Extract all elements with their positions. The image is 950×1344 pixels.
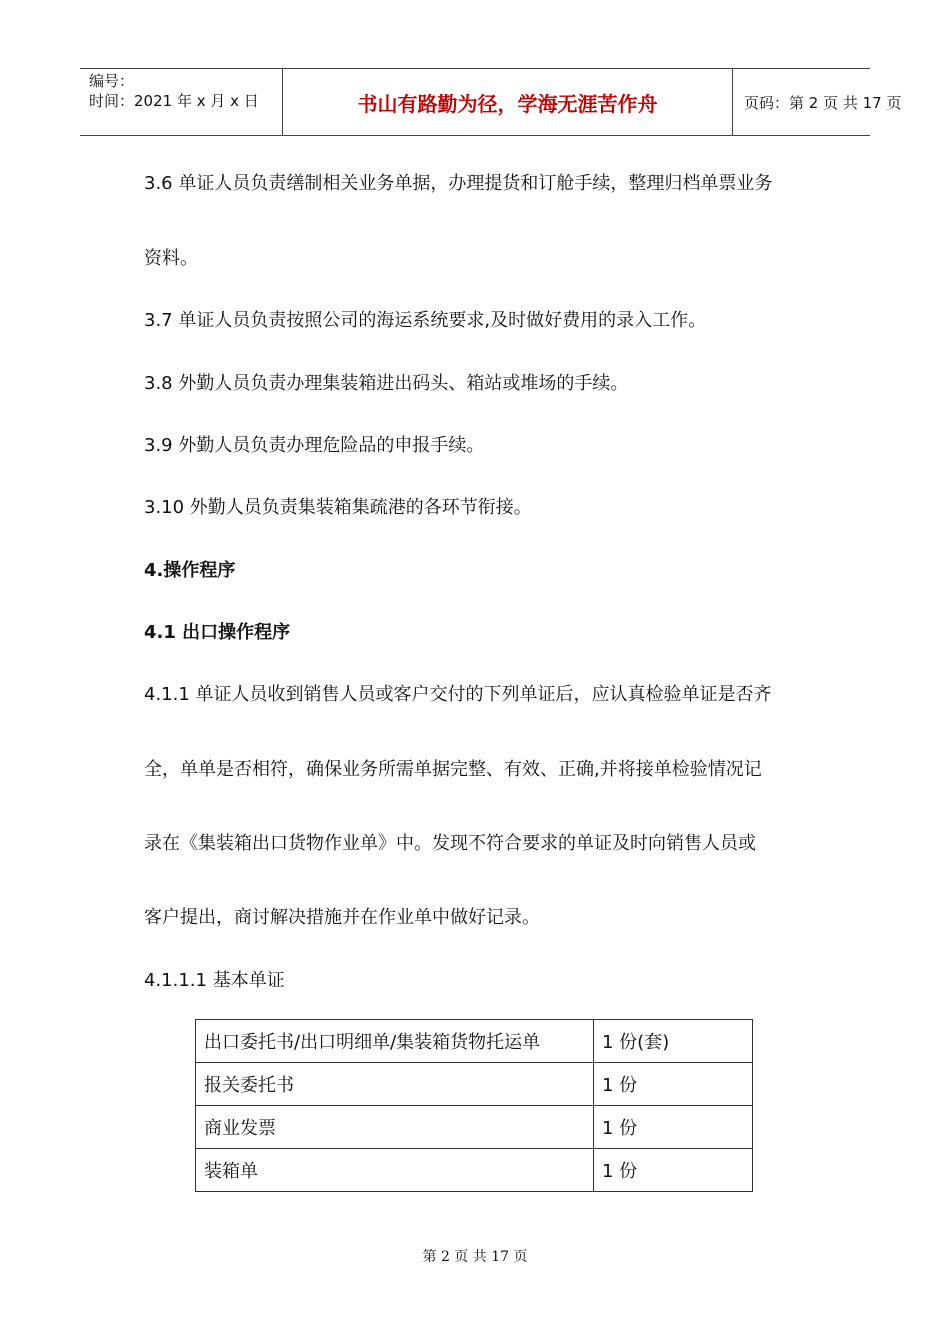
paragraph-3-6-line-2: 资料。 — [144, 248, 198, 269]
paragraph-4-1-1-line-3: 录在《集装箱出口货物作业单》中。发现不符合要求的单证及时向销售人员或 — [144, 833, 756, 854]
paragraph-4-1-1-1: 4.1.1.1 基本单证 — [144, 970, 285, 991]
table-cell-quantity: 1 份 — [594, 1063, 753, 1106]
heading-4: 4.操作程序 — [144, 560, 236, 581]
paragraph-3-8: 3.8 外勤人员负责办理集装箱进出码头、箱站或堆场的手续。 — [144, 373, 629, 394]
time-label: 时间：2021 年 x 月 x 日 — [89, 92, 259, 110]
paragraph-3-9: 3.9 外勤人员负责办理危险品的申报手续。 — [144, 435, 485, 456]
paragraph-4-1-1-line-2: 全，单单是否相符，确保业务所需单据完整、有效、正确,并将接单检验情况记 — [144, 759, 762, 780]
header-meta — [80, 69, 282, 135]
paragraph-4-1-1-line-4: 客户提出，商讨解决措施并在作业单中做好记录。 — [144, 907, 540, 928]
heading-4-1: 4.1 出口操作程序 — [144, 622, 291, 643]
table-cell-quantity: 1 份(套) — [594, 1020, 753, 1063]
table-row — [196, 1149, 753, 1192]
table-cell-document: 报关委托书 — [196, 1063, 594, 1106]
table-cell-quantity: 1 份 — [594, 1149, 753, 1192]
paragraph-3-10: 3.10 外勤人员负责集装箱集疏港的各环节衔接。 — [144, 497, 532, 518]
table-cell-document: 出口委托书/出口明细单/集装箱货物托运单 — [196, 1020, 594, 1063]
paragraph-3-6-line-1: 3.6 单证人员负责缮制相关业务单据，办理提货和订舱手续，整理归档单票业务 — [144, 173, 773, 194]
table-cell-quantity: 1 份 — [594, 1106, 753, 1149]
table-row — [196, 1063, 753, 1106]
table-row — [196, 1106, 753, 1149]
table-cell-document: 商业发票 — [196, 1106, 594, 1149]
number-label: 编号： — [89, 72, 135, 90]
page-footer: 第 2 页 共 17 页 — [422, 1249, 528, 1265]
page-header — [80, 68, 902, 136]
header-page-info: 页码：第 2 页 共 17 页 — [744, 93, 902, 112]
paragraph-4-1-1-line-1: 4.1.1 单证人员收到销售人员或客户交付的下列单证后，应认真检验单证是否齐 — [144, 684, 772, 705]
header-motto: 书山有路勤为径，学海无涯苦作舟 — [282, 69, 733, 135]
basic-documents-table — [195, 1019, 753, 1192]
table-row — [196, 1020, 753, 1063]
table-cell-document: 装箱单 — [196, 1149, 594, 1192]
paragraph-3-7: 3.7 单证人员负责按照公司的海运系统要求,及时做好费用的录入工作。 — [144, 310, 707, 331]
